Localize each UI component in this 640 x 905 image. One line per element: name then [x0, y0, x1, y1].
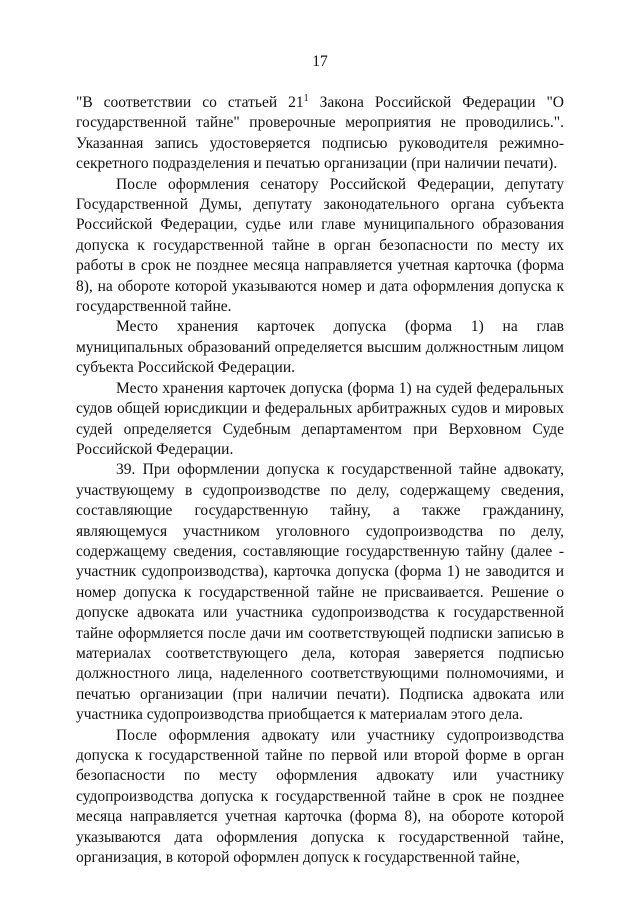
page-number: 17 — [312, 53, 328, 70]
paragraph-storage-judges: Место хранения карточек допуска (форма 1) на судей федеральных судов общей юрисдикции и федеральных арбитражных судов и мировых судей определяется Судебным департаментом при Верховном Суде Российской Федерации. — [76, 379, 564, 458]
paragraph-lawyer-card: После оформления адвокату или участнику судопроизводства допуска к государственной тайне по первой или второй форме в орган безопасности по месту оформления адвокату или участнику судопроизводства допуска к государственной тайне в срок не позднее месяца направляется учетная карточка (форма 8), на обороте которой указываются дата оформления допуска к государственной тайне, организация, в которой оформлен допуск к государственной тайне, — [76, 726, 564, 867]
paragraph-record-entry — [76, 93, 564, 175]
document-body — [76, 93, 564, 868]
paragraph-registration-card: После оформления сенатору Российской Федерации, депутату Государственной Думы, депутату законодательного органа субъекта Российской Федерации, судье или главе муниципального образования допуска к государственной тайне в орган безопасности по месту их работы в срок не позднее месяца направляется учетная карточка (форма 8), на обороте которой указываются номер и дата оформления допуска к государственной тайне. — [76, 175, 564, 316]
superscript: 1 — [303, 93, 309, 104]
paragraph-text: "В соответствии со статьей 21 — [76, 94, 304, 111]
paragraph-text: Закона Российской Федерации "О государственной тайне" проверочные мероприятия не проводились.". Указанная запись удостоверяется подписью руководителя режимно-секретного подразделения и печатью организации (при наличии печати). — [76, 94, 564, 173]
paragraph-item-39: 39. При оформлении допуска к государственной тайне адвокату, участвующему в судопроизводстве по делу, содержащему сведения, составляющие государственную тайну, а также гражданину, являющемуся участником уголовного судопроизводства по делу, содержащему сведения, составляющие государственную тайну (далее - участник судопроизводства), карточка допуска (форма 1) не заводится и номер допуска к государственной тайне не присваивается. Решение о допуске адвоката или участника судопроизводства к государственной тайне оформляется после дачи им соответствующей подписки записью в материалах соответствующего дела, которая заверяется подписью должностного лица, наделенного соответствующими полномочиями, и печатью организации (при наличии печати). Подписка адвоката или участника судопроизводства приобщается к материалам этого дела. — [76, 461, 564, 724]
paragraph-storage-municipal: Место хранения карточек допуска (форма 1) на глав муниципальных образований определяется высшим должностным лицом субъекта Российской Федерации. — [76, 318, 564, 377]
